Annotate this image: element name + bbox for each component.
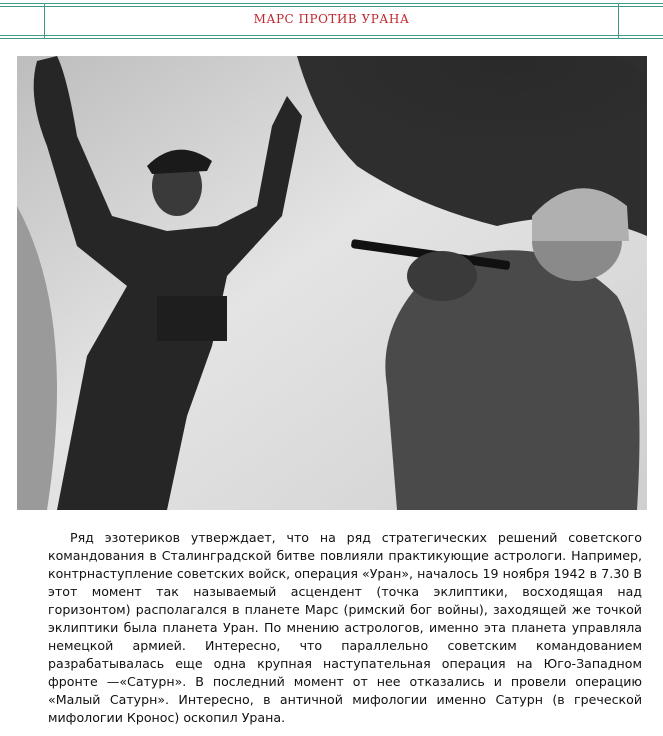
header-rule-top-outer (0, 3, 663, 4)
photo-illustration (17, 56, 647, 510)
page-title: МАРС ПРОТИВ УРАНА (253, 12, 410, 26)
header-rule-top-inner (0, 6, 663, 7)
page-header (0, 0, 663, 42)
article-paragraph: Ряд эзотериков утверждает, что на ряд стратегических решений советского командования в Сталинградской битве повлияли практикующие астрологи. Например, контрнаступление советских войск, операция «Уран», началось 19 ноября 1942 в 7.30 В этот момент так называемый асцендент (точка эклиптики, восходящая над горизонтом) располагался в планете Марс (римский бог войны), заходящей же точкой эклиптики была планета Уран. По мнению астрологов, именно эта планета управляла немецкой армией. Интересно, что параллельно советским командованием разрабатывалась еще одна крупная наступательная операция на Юго-Западном фронте —«Сатурн». В последний момент от нее отказались и провели операцию «Малый Сатурн». Интересно, в античной мифологии именно Сатурн (в греческой мифологии Кронос) оскопил Урана. (48, 530, 642, 725)
header-rule-bottom-outer (0, 38, 663, 39)
historical-photo (17, 56, 647, 510)
header-rule-bottom-inner (0, 35, 663, 36)
